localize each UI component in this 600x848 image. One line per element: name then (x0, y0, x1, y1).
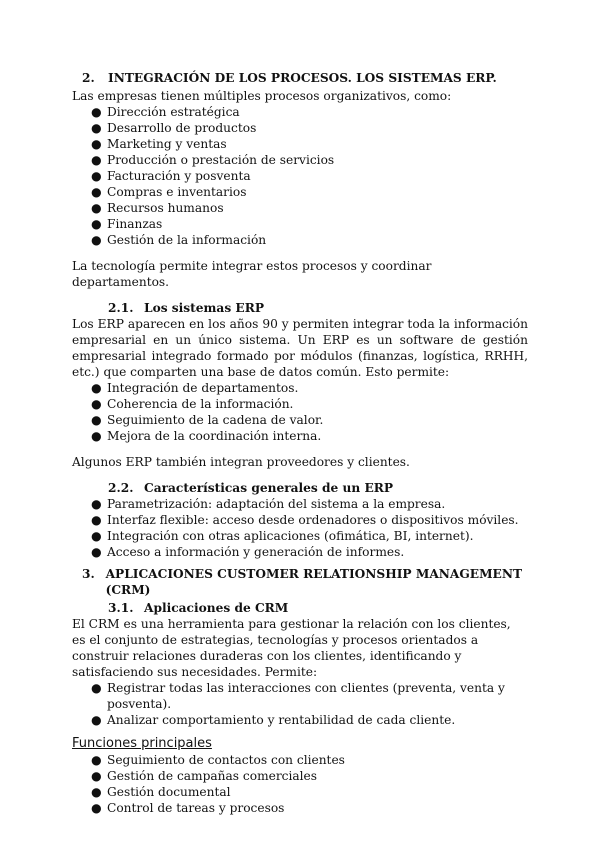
paragraph: La tecnología permite integrar estos procesos y coordinar departamentos. (72, 259, 432, 289)
bullet-icon: ● (91, 753, 102, 767)
list-item (72, 428, 528, 444)
process-list (72, 104, 528, 248)
list-item-text: Control de tareas y procesos (107, 801, 285, 815)
bullet-icon: ● (91, 801, 102, 815)
list-item-text: Dirección estratégica (107, 105, 240, 119)
list-item-text: Recursos humanos (107, 201, 224, 215)
bullet-icon: ● (91, 681, 102, 695)
list-item (72, 768, 528, 784)
list-item-text: Integración con otras aplicaciones (ofimática, BI, internet). (107, 529, 474, 543)
funciones-heading: Funciones principales (72, 736, 212, 751)
bullet-icon: ● (91, 769, 102, 783)
list-item-text: Producción o prestación de servicios (107, 153, 335, 167)
list-item (72, 680, 528, 712)
list-item (72, 136, 528, 152)
list-item (72, 528, 528, 544)
section-number: 3. (82, 567, 95, 581)
bullet-icon: ● (91, 233, 102, 247)
list-item-text: Facturación y posventa (107, 169, 251, 183)
bullet-icon: ● (91, 429, 102, 443)
bullet-icon: ● (91, 137, 102, 151)
list-item-text: Acceso a información y generación de informes. (107, 545, 405, 559)
section-2-heading (72, 70, 528, 86)
list-item (72, 800, 528, 816)
list-item-text: Interfaz flexible: acceso desde ordenadores o dispositivos móviles. (107, 513, 519, 527)
section-3-1-heading (72, 600, 528, 616)
list-item-text: Desarrollo de productos (107, 121, 257, 135)
list-item (72, 396, 528, 412)
feature-list (72, 496, 528, 560)
bullet-icon: ● (91, 413, 102, 427)
bullet-icon: ● (91, 497, 102, 511)
list-item (72, 216, 528, 232)
list-item-text: Marketing y ventas (107, 137, 227, 151)
paragraph: Algunos ERP también integran proveedores y clientes. (72, 455, 410, 469)
section-number: 2. (82, 71, 95, 85)
bullet-icon: ● (91, 105, 102, 119)
list-item (72, 200, 528, 216)
document-page (72, 70, 528, 816)
bullet-icon: ● (91, 217, 102, 231)
list-item-text: Seguimiento de la cadena de valor. (107, 413, 324, 427)
section-title: INTEGRACIÓN DE LOS PROCESOS. LOS SISTEMAS ERP. (108, 71, 497, 85)
bullet-icon: ● (91, 381, 102, 395)
section-title: Características generales de un ERP (144, 481, 394, 495)
list-item-text: Gestión de campañas comerciales (107, 769, 318, 783)
section-title: APLICACIONES CUSTOMER RELATIONSHIP MANAGEMENT (CRM) (105, 567, 523, 597)
list-item (72, 512, 528, 528)
list-item-text: Finanzas (107, 217, 163, 231)
function-list (72, 752, 528, 816)
paragraph: Las empresas tienen múltiples procesos organizativos, como: (72, 89, 452, 103)
list-item (72, 168, 528, 184)
benefit-list (72, 380, 528, 444)
list-item (72, 184, 528, 200)
section-3-heading (72, 566, 528, 598)
list-item-text: Analizar comportamiento y rentabilidad de cada cliente. (107, 713, 456, 727)
list-item-text: Gestión documental (107, 785, 231, 799)
list-item (72, 120, 528, 136)
list-item (72, 752, 528, 768)
list-item-text: Gestión de la información (107, 233, 267, 247)
list-item (72, 412, 528, 428)
bullet-icon: ● (91, 397, 102, 411)
list-item-text: Seguimiento de contactos con clientes (107, 753, 345, 767)
list-item (72, 496, 528, 512)
list-item (72, 104, 528, 120)
paragraph: Los ERP aparecen en los años 90 y permiten integrar toda la información empresarial en un único sistema. Un ERP es un software de gestión empresarial integrado formado por módulos (finanzas, logística, RRHH, etc.) que comparten una base de datos común. Esto permite: (72, 317, 528, 379)
list-item-text: Compras e inventarios (107, 185, 247, 199)
list-item (72, 380, 528, 396)
list-item (72, 232, 528, 248)
section-2-2-heading (72, 480, 528, 496)
bullet-icon: ● (91, 201, 102, 215)
section-title: Aplicaciones de CRM (144, 601, 289, 615)
section-number: 2.2. (108, 481, 134, 495)
bullet-icon: ● (91, 121, 102, 135)
section-2-1-heading (72, 300, 528, 316)
list-item-text: Mejora de la coordinación interna. (107, 429, 322, 443)
list-item (72, 784, 528, 800)
list-item (72, 152, 528, 168)
bullet-icon: ● (91, 545, 102, 559)
bullet-icon: ● (91, 153, 102, 167)
bullet-icon: ● (91, 529, 102, 543)
bullet-icon: ● (91, 185, 102, 199)
section-number: 3.1. (108, 601, 134, 615)
list-item-text: Coherencia de la información. (107, 397, 294, 411)
section-title: Los sistemas ERP (144, 301, 265, 315)
crm-use-list (72, 680, 528, 728)
bullet-icon: ● (91, 713, 102, 727)
list-item (72, 544, 528, 560)
list-item (72, 712, 528, 728)
bullet-icon: ● (91, 513, 102, 527)
bullet-icon: ● (91, 169, 102, 183)
bullet-icon: ● (91, 785, 102, 799)
paragraph: El CRM es una herramienta para gestionar la relación con los clientes, es el conjunto de estrategias, tecnologías y procesos orientados a construir relaciones duraderas con los clientes, identificando y satisfaciendo sus necesidades. Permite: (72, 617, 511, 679)
section-number: 2.1. (108, 301, 134, 315)
list-item-text: Integración de departamentos. (107, 381, 299, 395)
list-item-text: Parametrización: adaptación del sistema a la empresa. (107, 497, 446, 511)
list-item-text: Registrar todas las interacciones con clientes (preventa, venta y posventa). (107, 681, 505, 711)
